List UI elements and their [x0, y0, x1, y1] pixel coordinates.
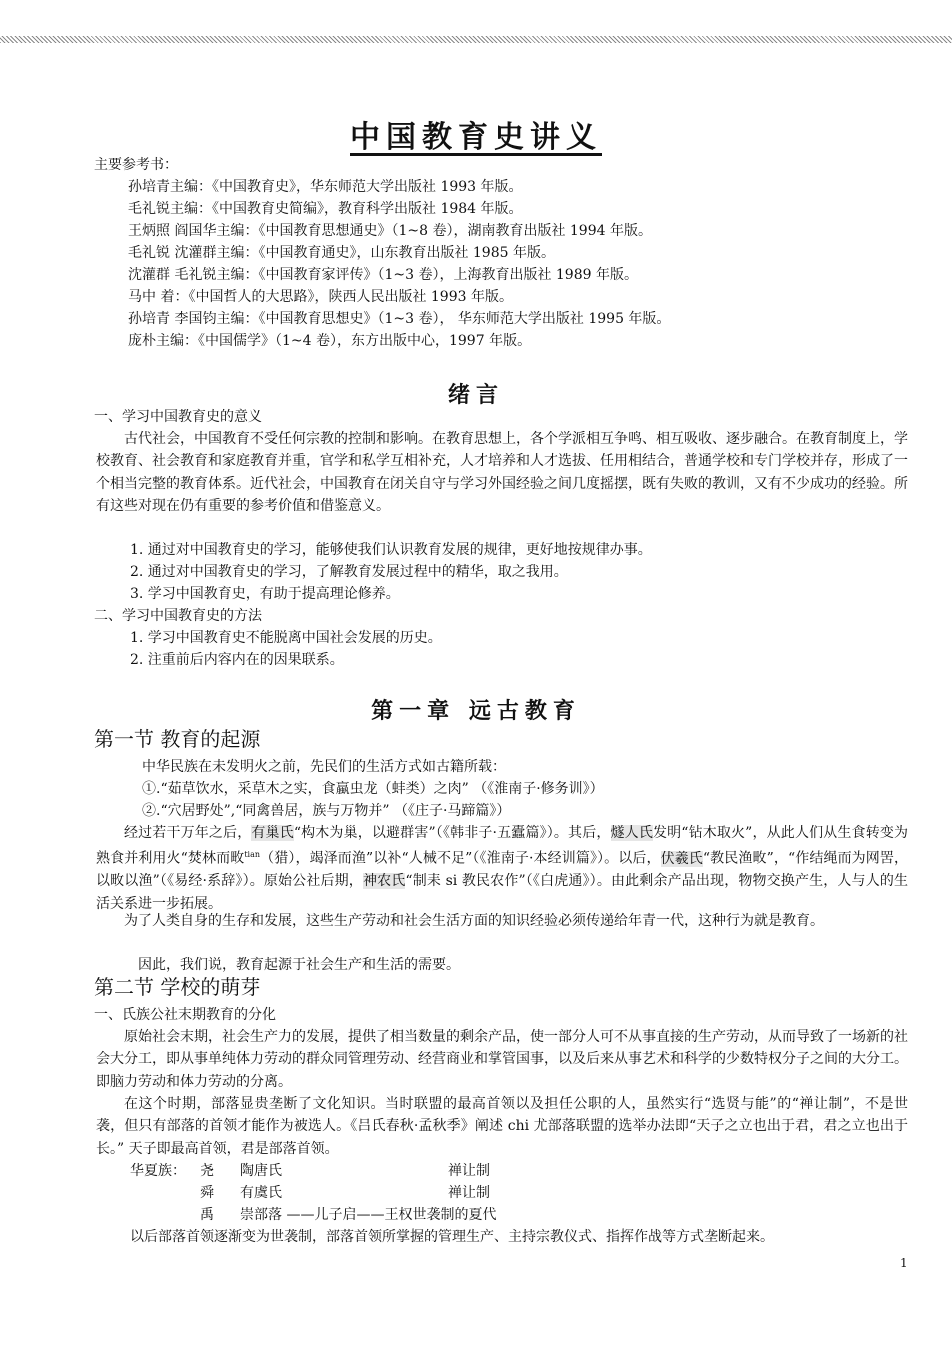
header-hatch-bar	[0, 36, 952, 43]
paragraph: 经过若干万年之后，有巢氏“构木为巢，以避群害”（《韩非子·五蠹篇》）。其后，燧人氏发明“钻木取火”，从此人们从生食转变为熟食并利用火“焚林而畋$^{tian}$（猎），竭泽而渔”以补“人械不足”（《淮南子·本经训篇》）。以后，伏羲氏“教民渔畋”，“作结绳而为网罟，以畋以渔”（《易经·系辞》）。原始公社后期，神农氏“制耒 si 教民农作”（《白虎通》）。由此剩余产品出现，物物交换产生，人与人的生活关系进一步拓展。	[96, 825, 909, 912]
section-heading: 一、学习中国教育史的意义	[94, 409, 262, 425]
list-item: 3. 学习中国教育史，有助于提高理论修养。	[130, 586, 400, 602]
paragraph: 古代社会，中国教育不受任何宗教的控制和影响。在教育思想上，各个学派相互争鸣、相互吸收、逐步融合。在教育制度上，学校教育、社会教育和家庭教育并重，官学和私学互相补充，人才培养和人才选拔、任用相结合，普通学校和专门学校并存，形成了一个相当完整的教育体系。近代社会，中国教育在闭关自守与学习外国经验之间几度摇摆，既有失败的教训，又有不少成功的经验。所有这些对现在仍有重要的参考价值和借鉴意义。	[96, 431, 908, 515]
table-cell: 舜	[200, 1185, 214, 1201]
table-cell: 陶唐氏	[240, 1163, 282, 1179]
section-heading: 一、氏族公社末期教育的分化	[94, 1007, 276, 1023]
highlight-shennong: 神农氏	[362, 873, 406, 890]
ref-item: 王炳照 阎国华主编：《中国教育思想通史》（1~8 卷），湖南教育出版社 1994 年版。	[128, 223, 652, 239]
list-item: 1. 学习中国教育史不能脱离中国社会发展的历史。	[130, 630, 442, 646]
list-item: 2. 通过对中国教育史的学习，了解教育发展过程中的精华，取之我用。	[130, 564, 568, 580]
ref-item: 马中 着：《中国哲人的大思路》，陕西人民出版社 1993 年版。	[128, 289, 513, 305]
table-cell: 禅让制	[448, 1185, 490, 1201]
table-cell: 禹	[200, 1207, 214, 1223]
page-title: 中国教育史讲义	[350, 120, 602, 155]
paragraph: 因此，我们说，教育起源于社会生产和生活的需要。	[138, 957, 460, 973]
section-title: 第一节 教育的起源	[94, 727, 261, 751]
list-item: 2. 注重前后内容内在的因果联系。	[130, 652, 344, 668]
paragraph: 以后部落首领逐渐变为世袭制，部落首领所掌握的管理生产、主持宗教仪式、指挥作战等方式垄断起来。	[130, 1229, 774, 1245]
chapter-title: 第一章 远古教育	[371, 699, 581, 724]
intro-title: 绪言	[447, 383, 504, 408]
paragraph: 为了人类自身的生存和发展，这些生产劳动和社会生活方面的知识经验必须传递给年青一代，这种行为就是教育。	[124, 913, 824, 929]
ref-item: 孙培青主编：《中国教育史》，华东师范大学出版社 1993 年版。	[128, 179, 523, 195]
highlight-suiren: 燧人氏	[610, 825, 653, 841]
section-title: 第二节 学校的萌芽	[94, 975, 261, 999]
paragraph: 原始社会末期，社会生产力的发展，提供了相当数量的剩余产品，使一部分人可不从事直接的生产劳动，从而导致了一场新的社会大分工，即从事单纯体力劳动的群众同管理劳动、经营商业和掌管国事，以及后来从事艺术和科学的少数特权分子之间的大分工。即脑力劳动和体力劳动的分离。	[96, 1029, 908, 1090]
ref-item: 沈灌群 毛礼锐主编：《中国教育家评传》（1~3 卷），上海教育出版社 1989 年版。	[128, 267, 638, 283]
quote-item: ②.“穴居野处”,“同禽兽居，族与万物并” （《庄子·马蹄篇》）	[142, 803, 511, 819]
highlight-youchao: 有巢氏	[251, 825, 294, 841]
ref-item: 孙培青 李国钧主编：《中国教育思想史》（1~3 卷）， 华东师范大学出版社 1995 年版。	[128, 311, 671, 327]
highlight-fuxi: 伏羲氏	[660, 851, 703, 868]
table-label: 华夏族：	[130, 1163, 186, 1179]
ref-item: 毛礼锐 沈灌群主编：《中国教育通史》，山东教育出版社 1985 年版。	[128, 245, 555, 261]
page-number: 1	[900, 1256, 908, 1270]
list-item: 1. 通过对中国教育史的学习，能够使我们认识教育发展的规律，更好地按规律办事。	[130, 542, 652, 558]
ref-item: 毛礼锐主编：《中国教育史简编》，教育科学出版社 1984 年版。	[128, 201, 523, 217]
table-cell: 有虞氏	[240, 1185, 282, 1201]
paragraph: 在这个时期，部落显贵垄断了文化知识。当时联盟的最高首领以及担任公职的人，虽然实行“选贤与能”的“禅让制”，不是世袭，但只有部落的首领才能作为被选人。《吕氏春秋·孟秋季》阐述 chi 尤部落联盟的选举办法即“天子之立也出于君，君之立也出于长。” 天子即最高首领，君是部落首领。	[96, 1096, 908, 1157]
table-cell: 禅让制	[448, 1163, 490, 1179]
ref-item: 庞朴主编：《中国儒学》（1~4 卷），东方出版中心，1997 年版。	[128, 333, 532, 349]
paragraph: 中华民族在未发明火之前，先民们的生活方式如古籍所载：	[142, 759, 506, 775]
table-cell: 尧	[200, 1163, 214, 1179]
table-cell: 崇部落 ——儿子启——王权世袭制的夏代	[240, 1207, 497, 1223]
refs-label: 主要参考书：	[94, 157, 178, 173]
quote-item: ①.“茹草饮水，采草木之实，食蠃虫龙（蚌类）之肉” （《淮南子·修务训》）	[142, 781, 604, 797]
section-heading: 二、学习中国教育史的方法	[94, 608, 262, 624]
